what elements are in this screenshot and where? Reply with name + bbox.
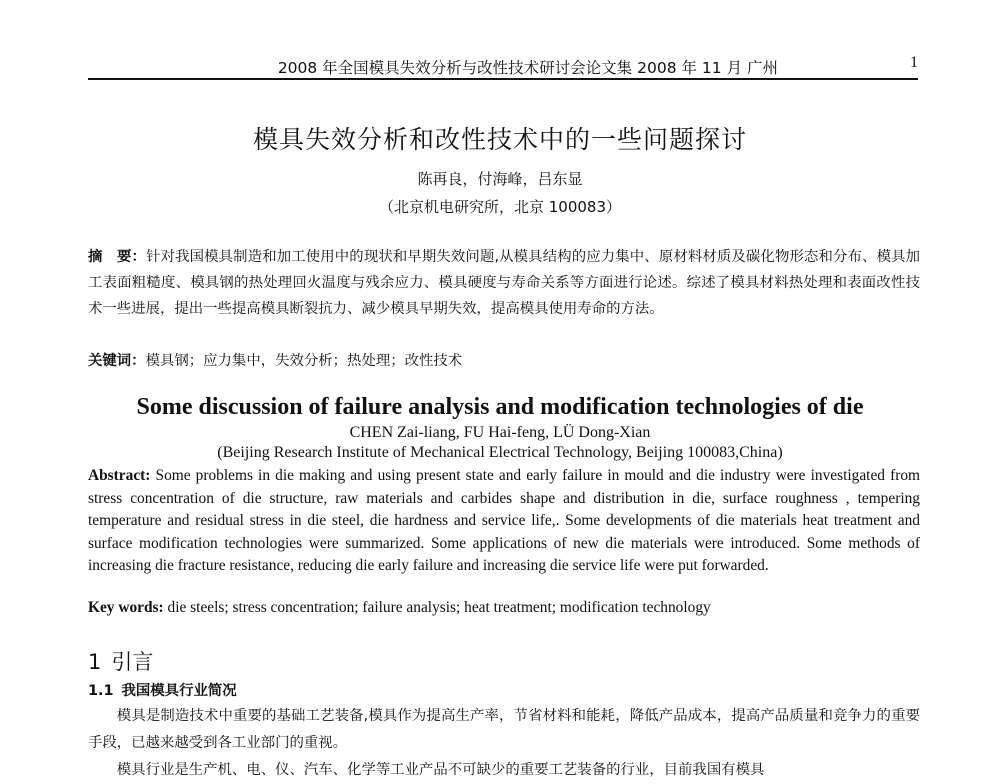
chinese-keywords-label: 关键词： — [88, 353, 146, 369]
chinese-affiliation: （北京机电研究所，北京 100083） — [378, 198, 622, 216]
english-abstract-text: Some problems in die making and using present state and early failure in mould and die industry were investigated from stress concentration of die structure, raw materials and carbides shape and distribution in die, surface roughness , tempering temperature and residual stress in die steel, die hardness and service life,. Some developments of die materials heat treatment and surface modification technologies were summarized. Some applications of new die materials were introduced. Some methods of increasing die fracture resistance, reducing die early failure and increasing die service life were put forwarded. — [88, 467, 920, 574]
chinese-abstract — [88, 244, 920, 322]
english-title: Some discussion of failure analysis and modification technologies of die — [136, 394, 864, 420]
chinese-keywords-text: 模具钢；应力集中，失效分析；热处理；改性技术 — [145, 353, 463, 369]
running-head — [88, 52, 918, 80]
english-affiliation: (Beijing Research Institute of Mechanical Electrical Technology, Beijing 100083,China) — [217, 444, 783, 461]
subsection-title: 我国模具行业简况 — [121, 683, 237, 699]
page-number: 1 — [910, 54, 918, 71]
subsection-heading — [88, 679, 237, 700]
chinese-authors: 陈再良，付海峰，吕东显 — [417, 170, 583, 188]
section-heading — [88, 646, 153, 676]
subsection-number: 1.1 — [88, 683, 114, 699]
body-paragraph: 模具是制造技术中重要的基础工艺装备,模具作为提高生产率，节省材料和能耗，降低产品成本，提高产品质量和竞争力的重要手段，已越来越受到各工业部门的重视。 — [88, 708, 920, 751]
running-head-title: 2008 年全国模具失效分析与改性技术研讨会论文集 2008 年 11 月 广州 — [277, 59, 778, 77]
section-title: 引言 — [111, 650, 154, 674]
english-keywords-label: Key words: — [88, 599, 164, 616]
chinese-abstract-text: 针对我国模具制造和加工使用中的现状和早期失效问题,从模具结构的应力集中、原材料材质及碳化物形态和分布、模具加工表面粗糙度、模具钢的热处理回火温度与残余应力、模具硬度与寿命关系等方面进行论述。综述了模具材料热处理和表面改性技术一些进展，提出一些提高模具断裂抗力、减少模具早期失效，提高模具使用寿命的方法。 — [88, 249, 920, 317]
english-abstract-label: Abstract: — [88, 467, 151, 484]
english-abstract — [88, 465, 920, 578]
chinese-abstract-label: 摘 要： — [88, 249, 147, 265]
section-number: 1 — [88, 650, 102, 674]
english-keywords — [88, 598, 920, 618]
english-authors: CHEN Zai-liang, FU Hai-feng, LÜ Dong-Xian — [349, 424, 651, 441]
chinese-title: 模具失效分析和改性技术中的一些问题探讨 — [252, 125, 747, 154]
chinese-keywords — [88, 350, 920, 372]
english-keywords-text: die steels; stress concentration; failure analysis; heat treatment; modification technology — [167, 599, 711, 616]
body-paragraph: 模具行业是生产机、电、仪、汽车、化学等工业产品不可缺少的重要工艺装备的行业，目前我国有模具 — [116, 762, 765, 778]
